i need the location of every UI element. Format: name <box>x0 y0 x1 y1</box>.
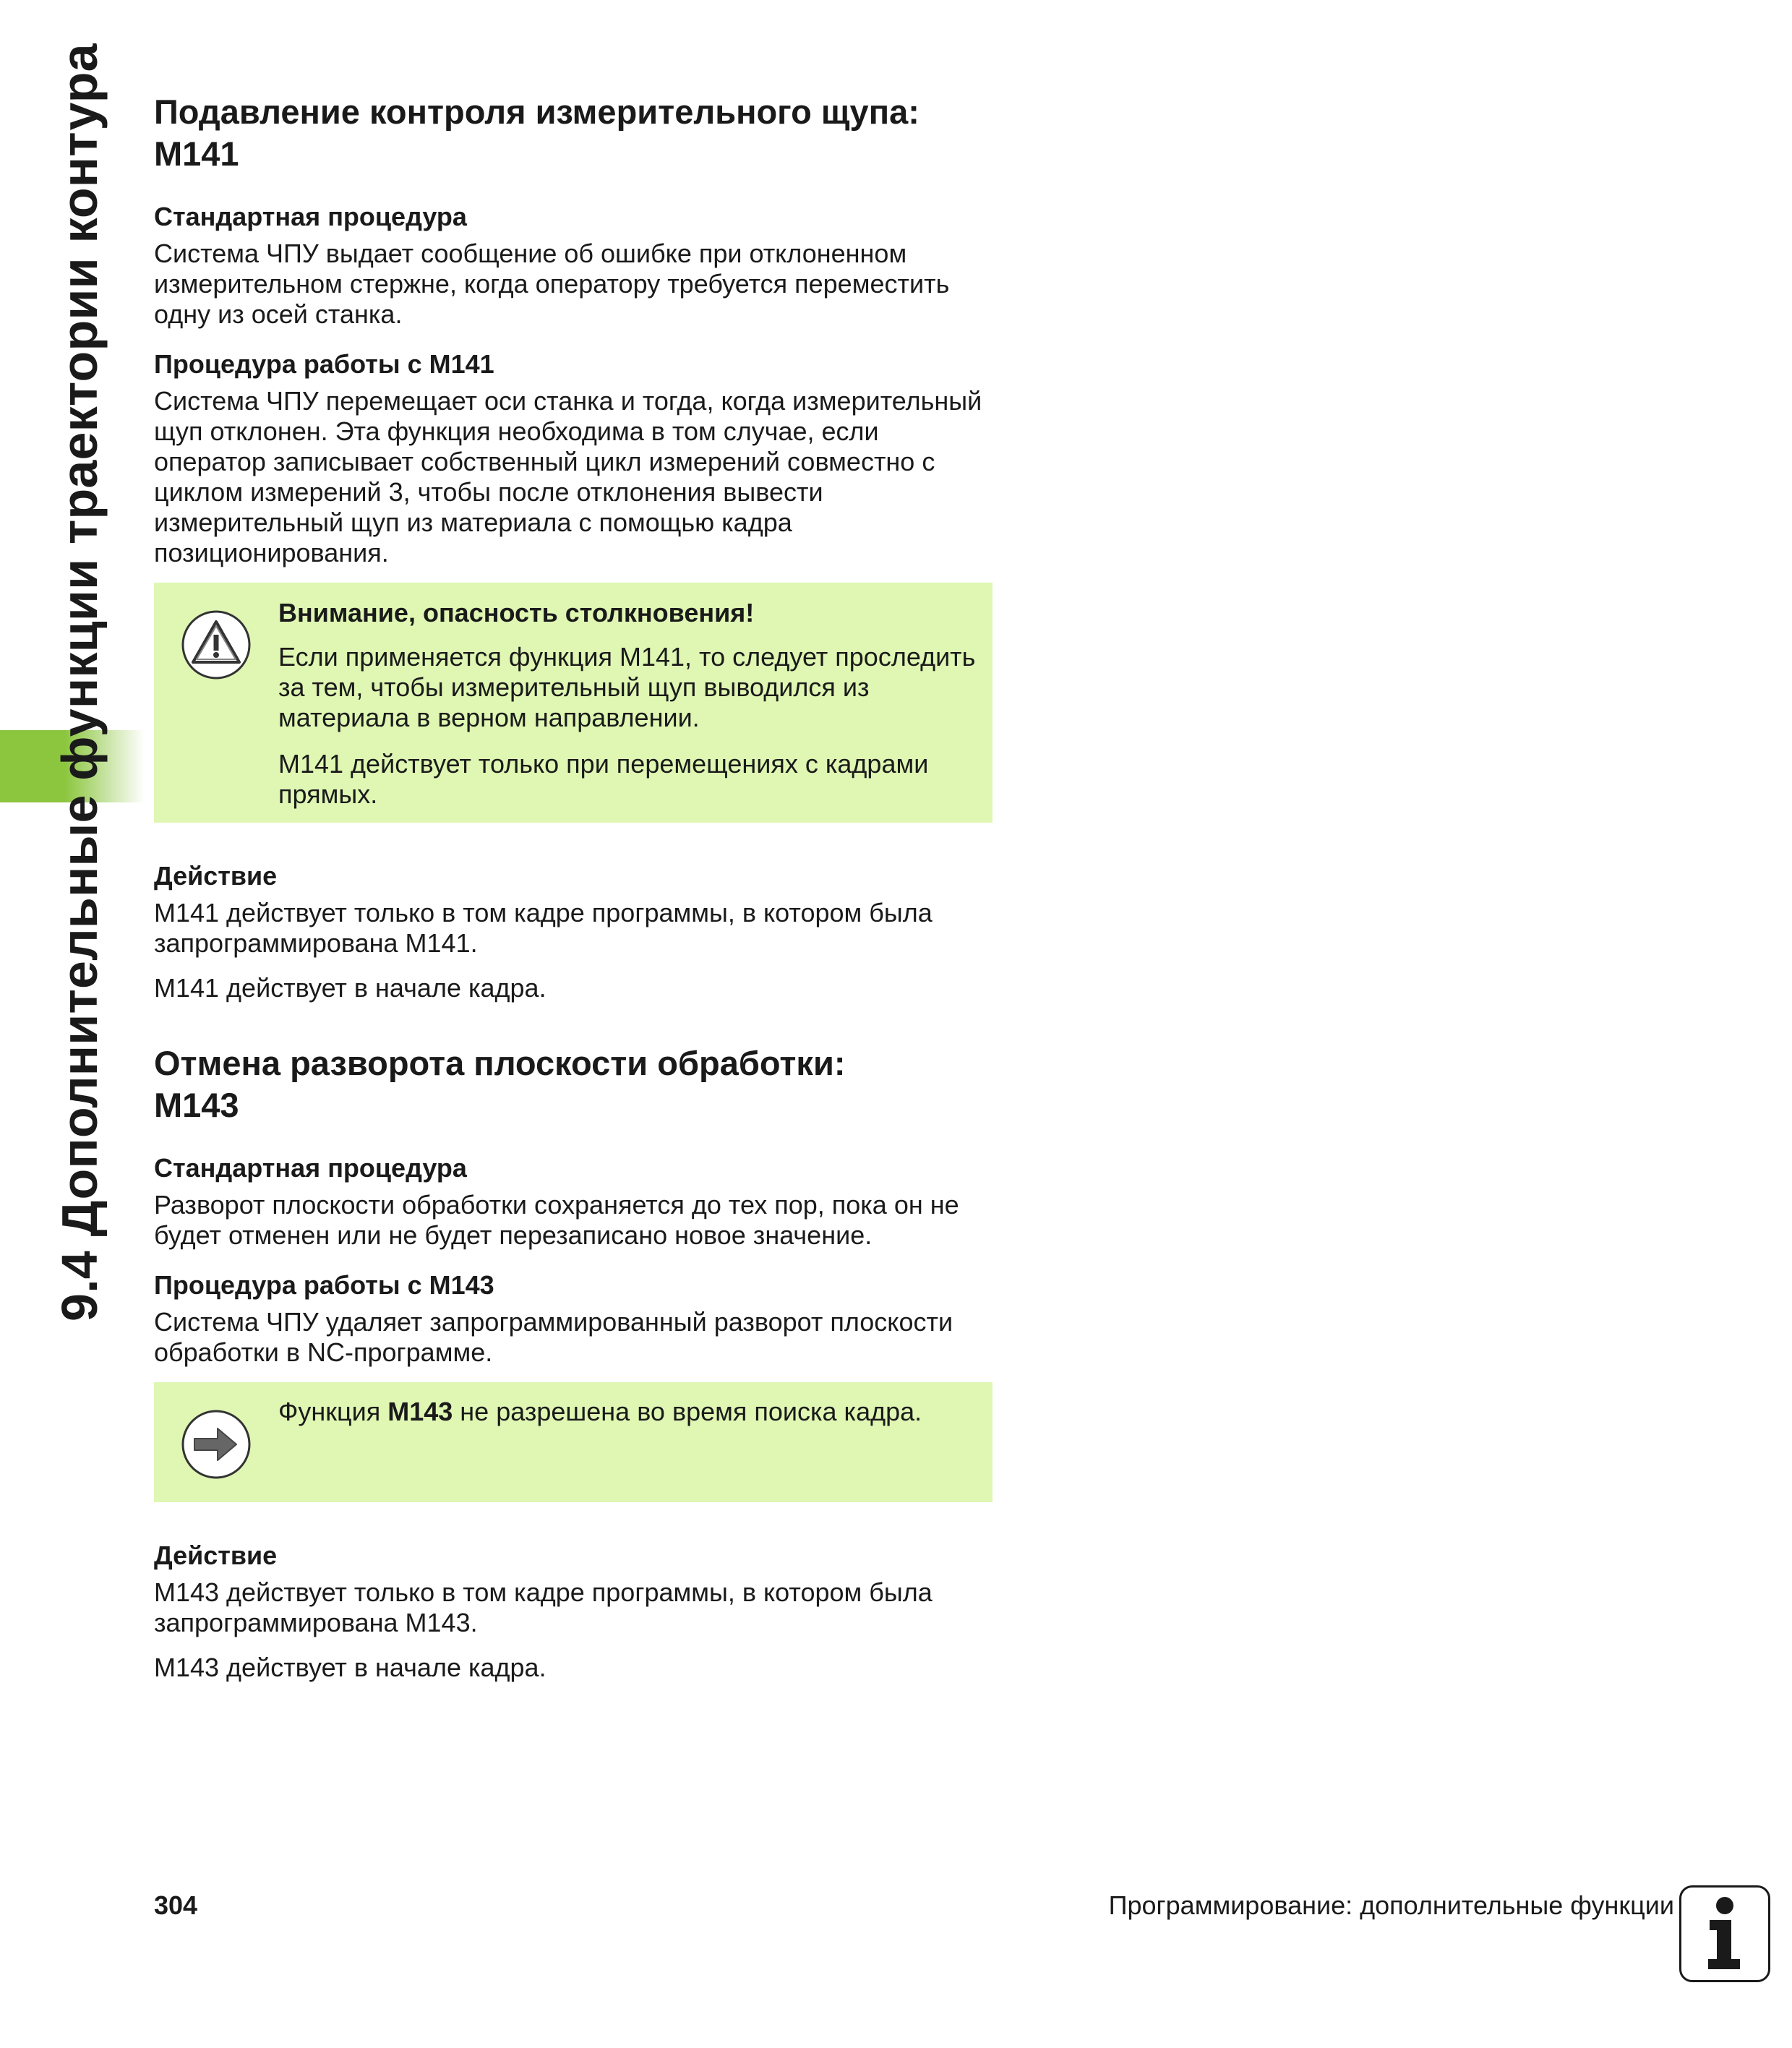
paragraph-effect: M143 действует только в том кадре программы, в котором была запрограммирована M143. <box>154 1577 933 1637</box>
subheading-standard: Стандартная процедура <box>154 202 467 231</box>
warning-text: Если применяется функция M141, то следует проследить за тем, чтобы измерительный щуп выводился из материала в верном направлении. <box>278 642 976 732</box>
footer-chapter-name: Программирование: дополнительные функции <box>1108 1890 1674 1920</box>
subheading-effect: Действие <box>154 1541 278 1570</box>
note-text <box>278 1397 978 1427</box>
note-text-part: Функция <box>278 1397 388 1426</box>
info-icon <box>1679 1885 1770 1982</box>
section-title-line: Отмена разворота плоскости обработки: <box>154 1044 846 1082</box>
paragraph-effect: M143 действует в начале кадра. <box>154 1653 546 1682</box>
warning-title: Внимание, опасность столкновения! <box>278 598 755 627</box>
paragraph-standard: Система ЧПУ выдает сообщение об ошибке при отклоненном измерительном стержне, когда оператору требуется переместить одну из осей станка. <box>154 239 950 329</box>
warning-triangle-icon <box>154 596 278 810</box>
section-title-m141 <box>154 91 993 175</box>
section-title-line: M141 <box>154 134 239 173</box>
paragraph-standard: Разворот плоскости обработки сохраняется до тех пор, пока он не будет отменен или не будет перезаписано новое значение. <box>154 1190 959 1250</box>
subheading-procedure: Процедура работы с M141 <box>154 349 494 379</box>
subheading-procedure: Процедура работы с M143 <box>154 1270 494 1300</box>
section-title-m143 <box>154 1042 993 1126</box>
paragraph-procedure: Система ЧПУ удаляет запрограммированный разворот плоскости обработки в NC-программе. <box>154 1307 953 1367</box>
note-text-bold: M143 <box>387 1397 453 1426</box>
collision-warning-box <box>154 583 993 823</box>
page-content <box>154 91 993 1697</box>
subheading-standard: Стандартная процедура <box>154 1153 467 1183</box>
paragraph-effect: M141 действует только в том кадре программы, в котором была запрограммирована M141. <box>154 898 933 958</box>
subheading-effect: Действие <box>154 861 278 891</box>
note-text-part: не разрешена во время поиска кадра. <box>453 1397 922 1426</box>
paragraph-effect: M141 действует в начале кадра. <box>154 973 546 1003</box>
warning-text: M141 действует только при перемещениях с кадрами прямых. <box>278 749 929 809</box>
paragraph-procedure: Система ЧПУ перемещает оси станка и тогда, когда измерительный щуп отклонен. Эта функция необходима в том случае, если оператор записывает собственный цикл измерений совместно с циклом измерений 3, чтобы после отклонения вывести измерительный щуп из материала с помощью кадра позиционирования. <box>154 386 982 567</box>
section-title-line: M143 <box>154 1086 239 1124</box>
section-title-line: Подавление контроля измерительного щупа: <box>154 93 919 131</box>
page-number: 304 <box>154 1890 198 1920</box>
info-note-box <box>154 1382 993 1502</box>
arrow-right-icon <box>154 1392 278 1489</box>
chapter-side-title: 9.4 Дополнительные функции траектории контура <box>51 43 108 1321</box>
